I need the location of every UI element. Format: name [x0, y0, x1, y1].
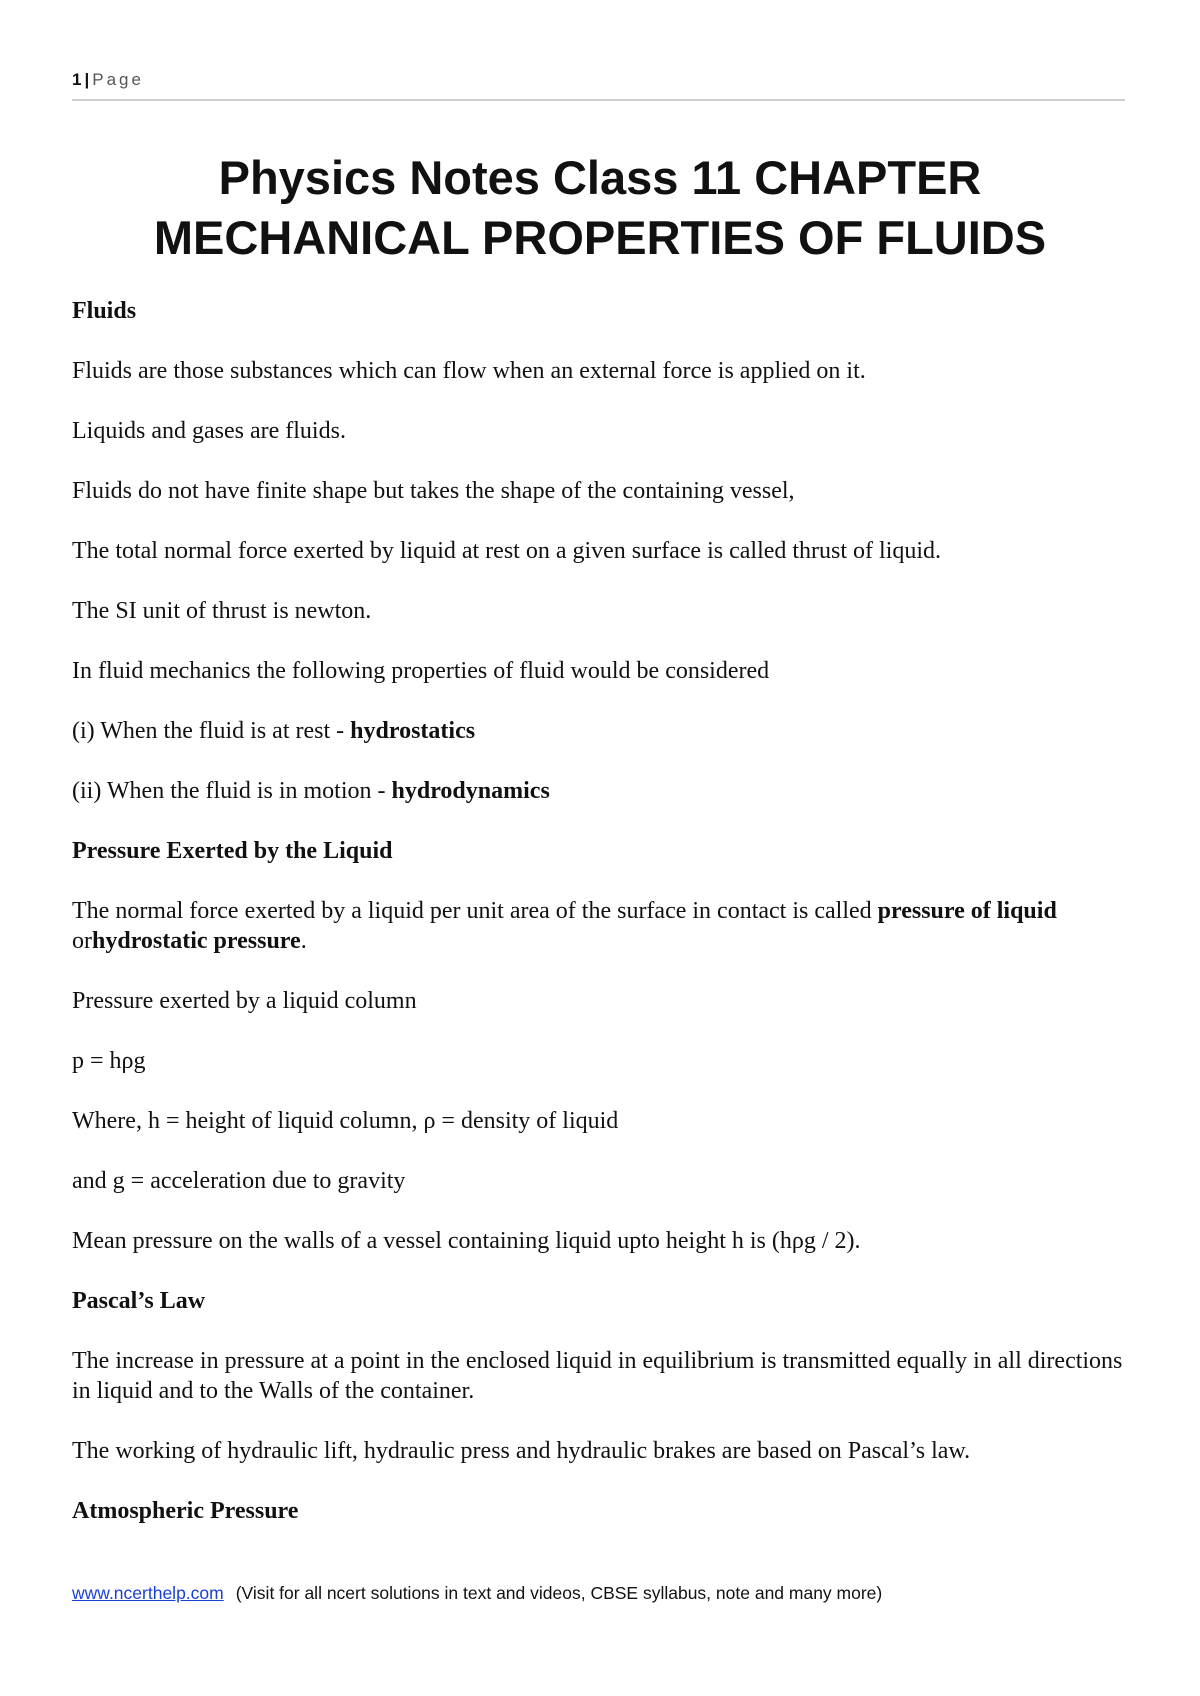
list-item — [72, 776, 1132, 806]
page-title — [60, 148, 1140, 268]
list-item-text: (i) When the fluid is at rest - — [72, 718, 351, 744]
paragraph: The total normal force exerted by liquid at rest on a given surface is called thrust of liquid. — [72, 538, 942, 564]
paragraph: Fluids do not have finite shape but takes the shape of the containing vessel, — [72, 478, 795, 504]
section-heading-pascal: Pascal’s Law — [72, 1288, 206, 1314]
definition-text: The normal force exerted by a liquid per unit area of the surface in contact is called — [72, 898, 878, 924]
paragraph: Pressure exerted by a liquid column — [72, 988, 417, 1014]
list-item-term: hydrostatics — [350, 718, 476, 744]
footer-note: (Visit for all ncert solutions in text and videos, CBSE syllabus, note and many more) — [235, 1583, 883, 1603]
list-item-text: (ii) When the fluid is in motion - — [72, 778, 392, 804]
definition-term-1: pressure of liquid — [877, 898, 1057, 924]
page-word: Page — [92, 70, 144, 89]
page-header — [72, 70, 1125, 101]
definition-end: . — [300, 928, 307, 954]
page-separator: | — [84, 70, 90, 89]
paragraph: Mean pressure on the walls of a vessel containing liquid upto height h is (hρg / 2). — [72, 1228, 861, 1254]
document-body — [72, 296, 1132, 1556]
definition-term-2: hydrostatic pressure — [92, 928, 301, 954]
page-number: 1 — [72, 70, 82, 89]
paragraph: In fluid mechanics the following properties of fluid would be considered — [72, 658, 770, 684]
title-line-2: MECHANICAL PROPERTIES OF FLUIDS — [153, 211, 1047, 264]
paragraph: Liquids and gases are fluids. — [72, 418, 346, 444]
definition-joiner: or — [72, 928, 92, 954]
paragraph: Fluids are those substances which can flow when an external force is applied on it. — [72, 358, 866, 384]
list-item-term: hydrodynamics — [391, 778, 550, 804]
paragraph: The SI unit of thrust is newton. — [72, 598, 372, 624]
paragraph: The increase in pressure at a point in the enclosed liquid in equilibrium is transmitted equally in all directions in liquid and to the Walls of the container. — [72, 1348, 1123, 1404]
paragraph — [72, 896, 1132, 956]
section-heading-pressure: Pressure Exerted by the Liquid — [72, 838, 393, 864]
section-heading-fluids: Fluids — [72, 298, 137, 324]
title-line-1: Physics Notes Class 11 CHAPTER — [218, 151, 982, 204]
paragraph: Where, h = height of liquid column, ρ = density of liquid — [72, 1108, 619, 1134]
paragraph: The working of hydraulic lift, hydraulic press and hydraulic brakes are based on Pascal’s law. — [72, 1438, 971, 1464]
paragraph: and g = acceleration due to gravity — [72, 1168, 406, 1194]
section-heading-atmospheric: Atmospheric Pressure — [72, 1498, 299, 1524]
list-item — [72, 716, 1132, 746]
page-footer — [72, 1583, 1132, 1604]
footer-link[interactable]: www.ncerthelp.com — [72, 1583, 224, 1603]
formula: p = hρg — [72, 1048, 146, 1074]
